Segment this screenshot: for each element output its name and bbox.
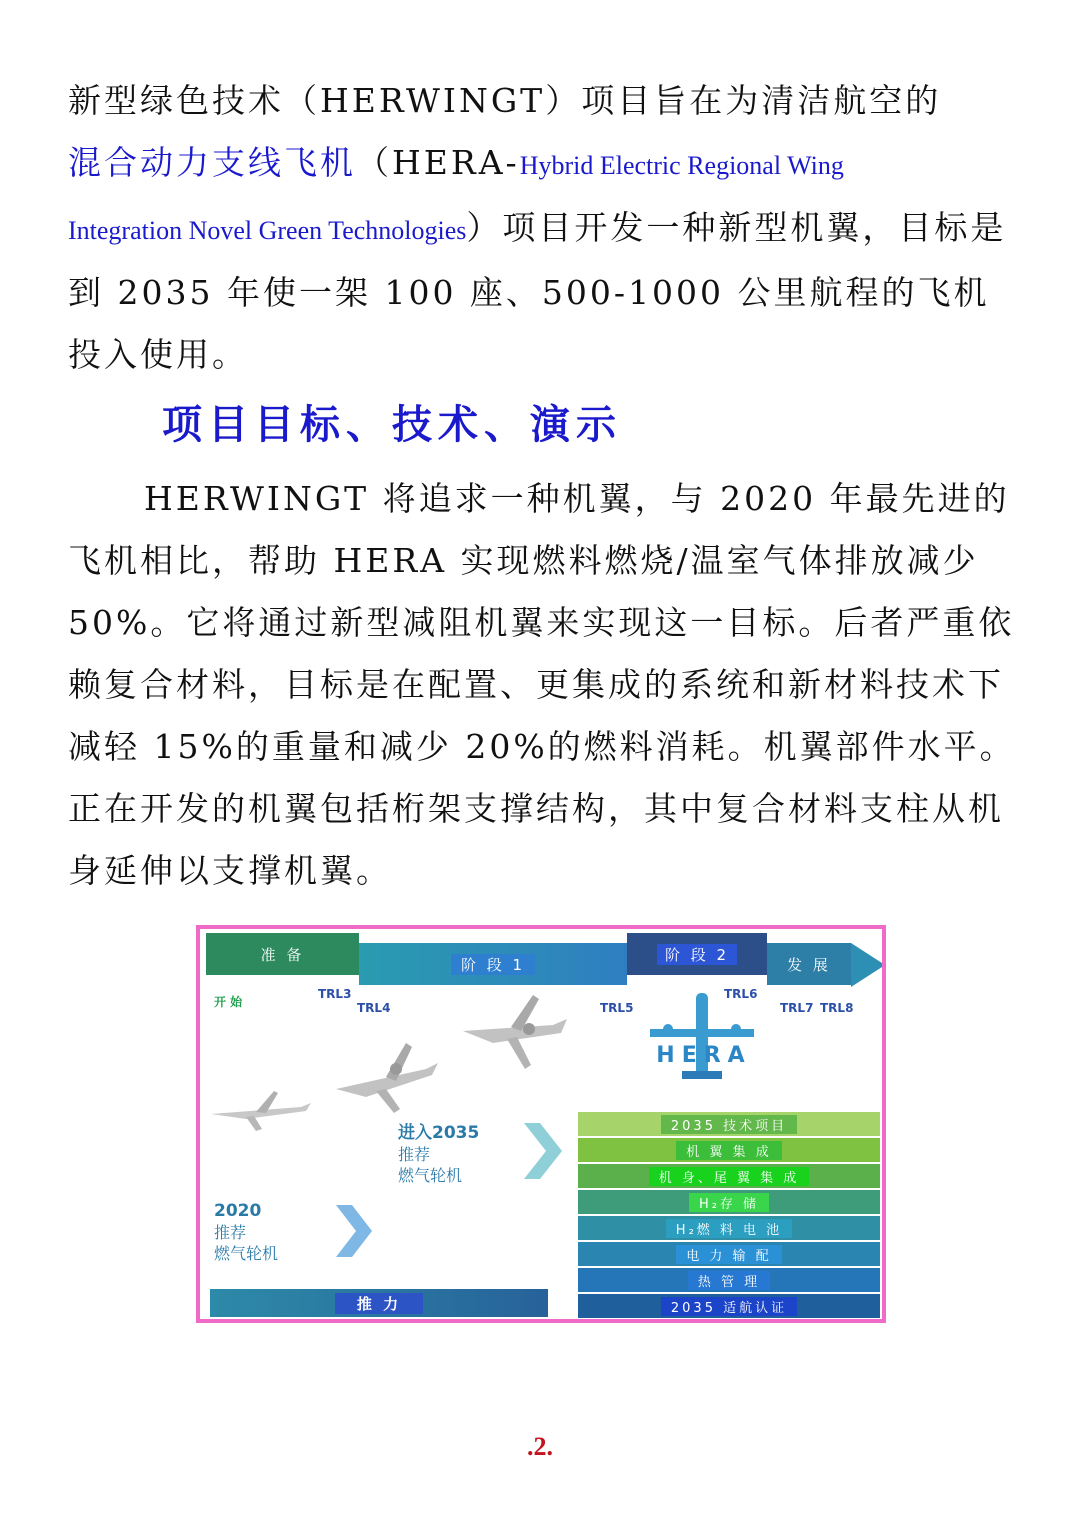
stack-row [578,1112,880,1136]
stack-row [578,1164,880,1188]
intro-paragraph [68,70,1018,386]
trl-7: TRL7 [780,1001,814,1015]
note-2035-line3: 燃气轮机 [398,1166,463,1185]
note-2035-title: 进入2035 [398,1123,480,1143]
trl-8: TRL8 [820,1001,854,1015]
open-paren: （ [356,143,392,182]
section-heading: 项目目标、技术、演示 [162,401,622,448]
stack-row [578,1216,880,1240]
roadmap-figure [196,925,886,1323]
trl-4: TRL4 [357,1001,391,1015]
stack-tag: H₂存 储 [689,1193,769,1212]
chevron-right-icon [334,1201,374,1261]
note-2020-title: 2020 [214,1201,262,1221]
phase-1 [359,943,627,985]
stack-row [578,1138,880,1162]
intro-line1: 新型绿色技术（HERWINGT）项目旨在为清洁航空的 [68,81,942,120]
phase-arrow-icon [851,933,885,997]
stack-tag: H₂燃 料 电 池 [666,1219,792,1238]
chevron-right-icon [522,1119,564,1183]
stack-tag: 2035 适航认证 [661,1297,797,1316]
hera-logo [646,989,762,1089]
trl-6: TRL6 [724,987,758,1001]
stack-tag: 机 翼 集 成 [676,1141,781,1160]
page-number: .2. [527,1432,553,1461]
thrust-bar [210,1289,548,1317]
stack-tag: 机 身、尾 翼 集 成 [649,1167,810,1186]
start-label: 开 始 [214,995,243,1009]
note-2035-line2: 推荐 [398,1145,431,1164]
phase-1-label: 阶 段 1 [451,954,535,975]
intro-rest: ）项目开发一种新型机翼，目标是到 2035 年使一架 100 座、500-1000 公里航程的飞机投入使用。 [68,208,1007,374]
note-2035 [398,1123,479,1186]
hera-term: 混合动力支线飞机 [68,143,356,182]
stack-row [578,1190,880,1214]
aircraft-icon [206,1079,316,1139]
phase-prep: 准 备 [206,933,359,975]
note-2020-line2: 推荐 [214,1223,247,1242]
body-paragraph: HERWINGT 将追求一种机翼，与 2020 年最先进的飞机相比，帮助 HERA 实现燃料燃烧/温室气体排放减少 50%。它将通过新型减阻机翼来实现这一目标。后者严重依赖复合材料，目标是在配置、更集成的系统和新材料技术下减轻 15%的重量和减少 20%的燃料消耗。机翼部件水平。正在开发的机翼包括桁架支撑结构，其中复合材料支柱从机身延伸以支撑机翼。 [68,479,1016,890]
stack-tag: 电 力 输 配 [676,1245,781,1264]
phase-dev: 发 展 [767,943,851,985]
hera-expansion-b: Integration Novel Green Technologies [68,216,467,245]
hera-expansion-a: Hybrid Electric Regional Wing [519,151,844,180]
stack-tag: 2035 技术项目 [661,1115,797,1134]
thrust-label: 推 力 [335,1293,423,1314]
aircraft-icon [453,991,573,1081]
stack-row [578,1294,880,1318]
note-2020-line3: 燃气轮机 [214,1244,279,1263]
phase-2-label: 阶 段 2 [657,944,737,965]
aircraft-icon [326,1029,446,1119]
hera-abbr: HERA- [392,143,520,182]
hera-logo-text: HERA [656,1043,752,1068]
trl-5: TRL5 [600,1001,634,1015]
stack-row [578,1268,880,1292]
stack-row [578,1242,880,1266]
note-2020 [214,1201,278,1264]
stack-tag: 热 管 理 [688,1271,770,1290]
trl-3: TRL3 [318,987,352,1001]
phase-2 [627,933,767,975]
